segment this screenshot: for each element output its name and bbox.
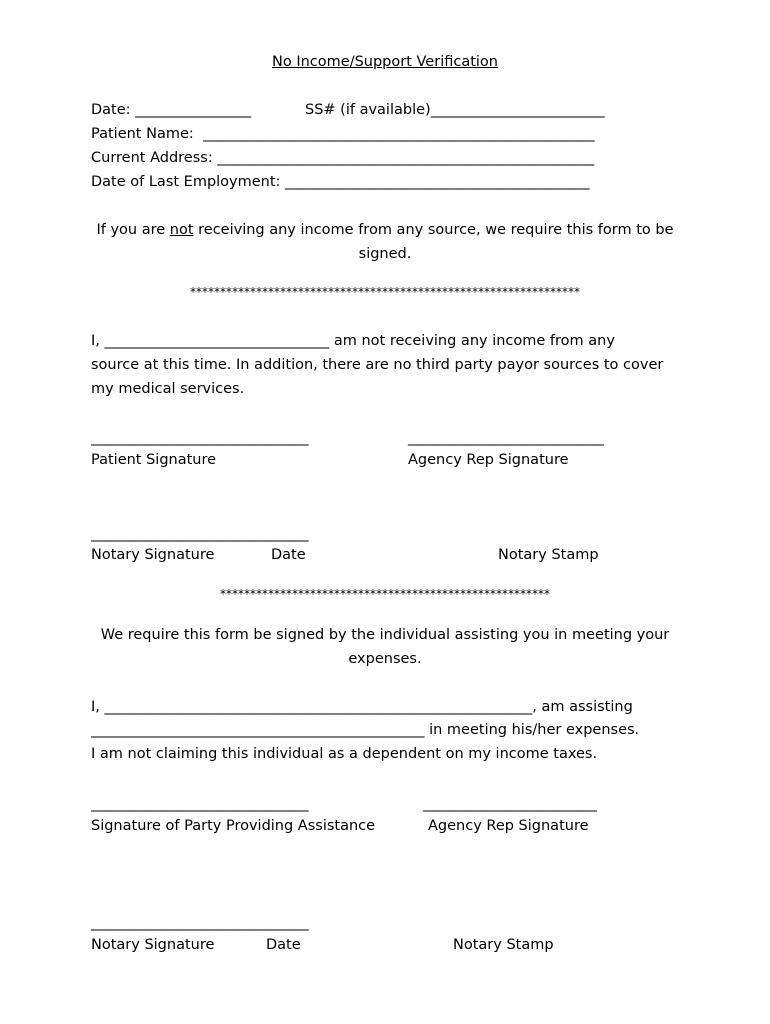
party-signature-label: Signature of Party Providing Assistance [91, 818, 376, 834]
section2-intro-line1: We require this form be signed by the individual assisting you in meeting your [100, 627, 670, 643]
statement-line-2: source at this time. In addition, there are no third party payor sources to cover [91, 357, 664, 373]
notary-signature-label: Notary Signature [91, 937, 215, 953]
agency-rep-signature-line[interactable]: ________________________ [423, 796, 597, 812]
assist-statement-line-1[interactable]: I, ___________________________________________________________, am assisting [91, 699, 633, 715]
patient-signature-label: Patient Signature [91, 452, 217, 468]
last-employment-field[interactable]: Date of Last Employment: __________________________________________ [91, 174, 590, 190]
patient-name-field[interactable]: Patient Name: ______________________________________________________ [91, 126, 595, 142]
date-field[interactable]: Date: ________________ [91, 102, 252, 118]
section1-intro-line2: signed. [358, 246, 412, 262]
divider-stars: ***************************************************************** [190, 285, 580, 299]
statement-line-3: my medical services. [91, 381, 245, 397]
current-address-field[interactable]: Current Address: ____________________________________________________ [91, 150, 595, 166]
notary-date-label: Date [266, 937, 301, 953]
ss-field[interactable]: SS# (if available)________________________ [305, 102, 605, 118]
assist-statement-line-2[interactable]: ______________________________________________ in meeting his/her expenses. [91, 722, 640, 738]
party-signature-line[interactable]: ______________________________ [91, 796, 309, 812]
agency-rep-signature-label: Agency Rep Signature [428, 818, 589, 834]
form-title: No Income/Support Verification [272, 54, 498, 70]
agency-rep-signature-line[interactable]: ___________________________ [408, 430, 604, 446]
intro-underlined-not: not [169, 222, 194, 238]
intro-text-before: If you are [96, 222, 170, 238]
notary-signature-label: Notary Signature [91, 547, 215, 563]
statement-line-1[interactable]: I, _______________________________ am not receiving any income from any [91, 333, 615, 349]
section2-intro-line2: expenses. [348, 651, 422, 667]
notary-date-label: Date [271, 547, 306, 563]
notary-signature-line[interactable]: ______________________________ [91, 915, 309, 931]
section1-intro [0, 220, 770, 240]
divider-stars: ******************************************************* [220, 587, 550, 601]
assist-statement-line-3: I am not claiming this individual as a dependent on my income taxes. [91, 746, 598, 762]
agency-rep-signature-label: Agency Rep Signature [408, 452, 569, 468]
notary-stamp-label: Notary Stamp [498, 547, 599, 563]
intro-text-after: receiving any income from any source, we require this form to be [193, 222, 674, 238]
patient-signature-line[interactable]: ______________________________ [91, 430, 309, 446]
notary-stamp-label: Notary Stamp [453, 937, 554, 953]
notary-signature-line[interactable]: ______________________________ [91, 526, 309, 542]
